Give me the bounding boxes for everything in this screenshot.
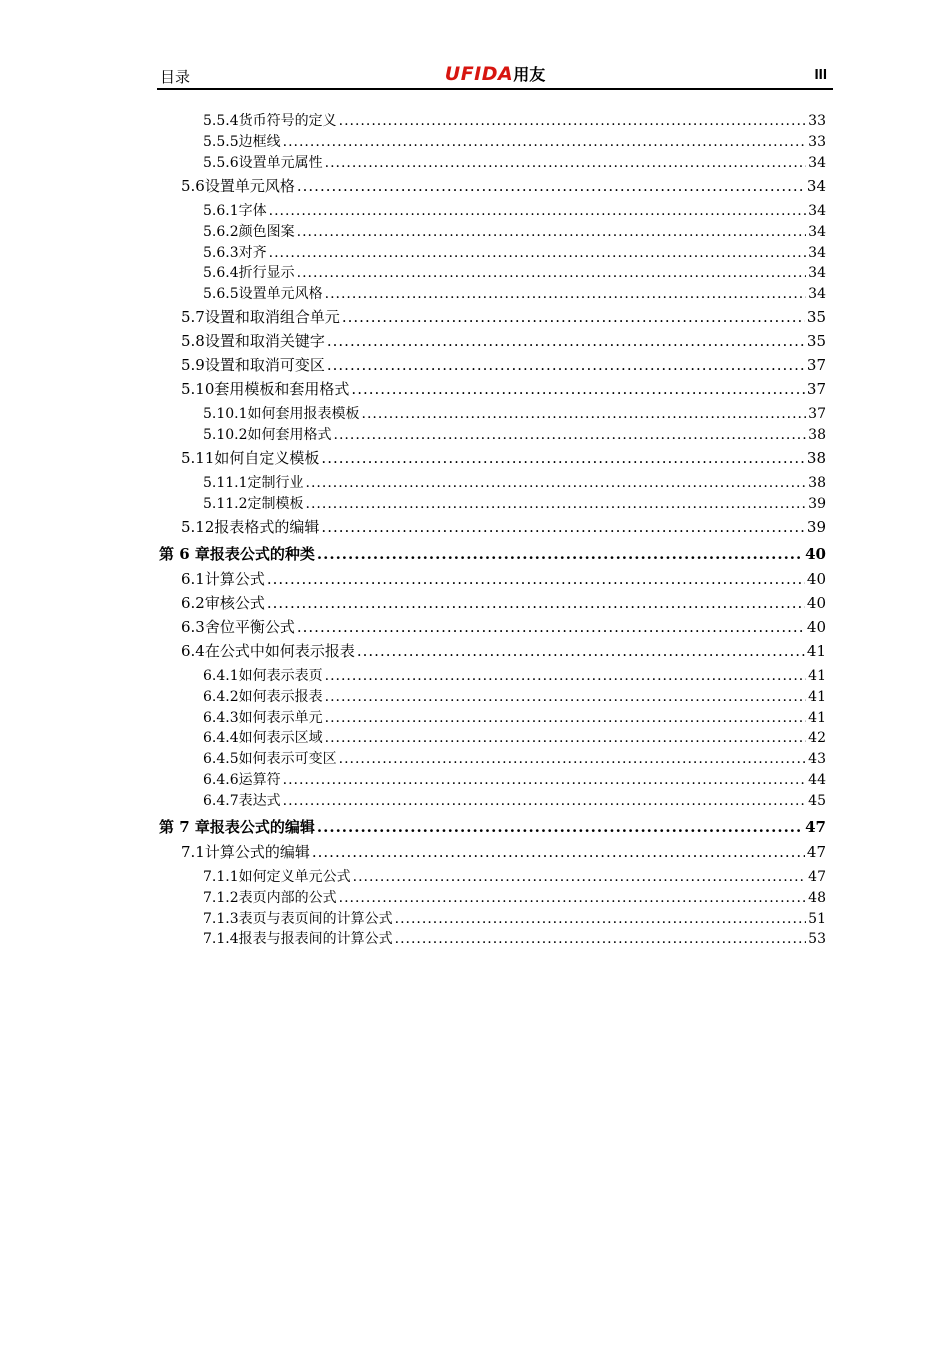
toc-entry[interactable] [203, 748, 826, 768]
toc-number: 5.6.5 [203, 286, 239, 302]
toc-number: 6.4.1 [203, 668, 239, 684]
toc-page: 44 [808, 772, 826, 788]
toc-number: 5.5.4 [203, 113, 239, 129]
toc-leader [297, 177, 805, 195]
toc-number: 5.11.1 [203, 475, 248, 491]
toc-entry[interactable] [181, 175, 826, 196]
toc-number: 5.11 [181, 449, 215, 467]
toc-entry[interactable] [203, 262, 826, 282]
toc-leader [269, 203, 807, 219]
toc-number: 6.2 [181, 594, 205, 612]
toc-title: 表达式 [238, 793, 281, 809]
toc-page: 35 [806, 308, 826, 326]
toc-number: 5.10.2 [203, 427, 248, 443]
toc-title: 定制行业 [247, 475, 304, 491]
toc-title: 设置单元风格 [238, 286, 323, 302]
toc-entry[interactable] [181, 354, 826, 375]
toc-title: 报表公式的种类 [209, 545, 315, 563]
toc-page: 37 [806, 356, 826, 374]
toc-page: 34 [808, 265, 826, 281]
toc-title: 舍位平衡公式 [204, 618, 295, 636]
toc-number: 5.6.2 [203, 224, 239, 240]
toc-entry[interactable] [181, 378, 826, 399]
toc-entry[interactable] [181, 841, 826, 862]
toc-page: 34 [808, 224, 826, 240]
toc-title: 设置和取消关键字 [204, 332, 325, 350]
toc-number: 5.6.1 [203, 203, 239, 219]
toc-number: 5.10 [181, 380, 215, 398]
toc-chapter-entry[interactable] [159, 816, 826, 837]
toc-number: 6.4.7 [203, 793, 239, 809]
toc-page: 33 [808, 113, 826, 129]
toc-number: 5.6 [181, 177, 205, 195]
toc-entry[interactable] [203, 152, 826, 172]
toc-leader [321, 518, 804, 536]
toc-leader [283, 793, 807, 809]
toc-entry[interactable] [203, 424, 826, 444]
toc-entry[interactable] [181, 516, 826, 537]
toc-page: 41 [806, 642, 826, 660]
toc-entry[interactable] [203, 472, 826, 492]
toc-leader [342, 308, 805, 326]
toc-entry[interactable] [203, 887, 826, 907]
toc-title: 颜色图案 [238, 224, 295, 240]
logo-chinese: 用友 [513, 65, 546, 84]
toc-title: 如何表示单元 [238, 710, 323, 726]
toc-entry[interactable] [181, 616, 826, 637]
toc-number: 5.12 [181, 518, 215, 536]
toc-entry[interactable] [203, 131, 826, 151]
toc-leader [339, 751, 807, 767]
toc-entry[interactable] [203, 221, 826, 241]
toc-leader [267, 570, 805, 588]
toc-title: 定制模板 [247, 496, 304, 512]
toc-page: 34 [808, 245, 826, 261]
toc-title: 表页内部的公式 [238, 890, 337, 906]
toc-entry[interactable] [181, 447, 826, 468]
toc-entry[interactable] [203, 707, 826, 727]
toc-page: 41 [808, 689, 826, 705]
toc-page: 37 [808, 406, 826, 422]
toc-number: 5.5.6 [203, 155, 239, 171]
toc-entry[interactable] [203, 908, 826, 928]
toc-page: 41 [808, 668, 826, 684]
toc-page: 38 [808, 427, 826, 443]
toc-entry[interactable] [203, 769, 826, 789]
toc-entry[interactable] [181, 568, 826, 589]
toc-page: 39 [808, 496, 826, 512]
toc-number: 6.4.6 [203, 772, 239, 788]
toc-number: 6.4.4 [203, 730, 239, 746]
toc-number: 6.4 [181, 642, 205, 660]
toc-number: 7.1.2 [203, 890, 239, 906]
toc-page: 48 [808, 890, 826, 906]
toc-entry[interactable] [203, 665, 826, 685]
toc-number: 5.9 [181, 356, 205, 374]
toc-page: 47 [808, 869, 826, 885]
toc-number: 5.7 [181, 308, 205, 326]
toc-page: 33 [808, 134, 826, 150]
toc-title: 如何表示报表 [238, 689, 323, 705]
toc-page: 53 [808, 931, 826, 947]
toc-number: 6.4.3 [203, 710, 239, 726]
toc-title: 在公式中如何表示报表 [204, 642, 355, 660]
toc-page: 38 [806, 449, 826, 467]
toc-number: 5.8 [181, 332, 205, 350]
toc-page: 40 [806, 618, 826, 636]
toc-leader [306, 496, 807, 512]
toc-leader [325, 668, 807, 684]
toc-page: 39 [806, 518, 826, 536]
toc-leader [327, 332, 805, 350]
toc-title: 如何表示表页 [238, 668, 323, 684]
toc-title: 边框线 [238, 134, 281, 150]
toc-chapter-entry[interactable] [159, 543, 826, 564]
toc-title: 审核公式 [204, 594, 265, 612]
toc-title: 货币符号的定义 [238, 113, 337, 129]
toc-title: 如何套用格式 [247, 427, 332, 443]
toc-leader [395, 931, 807, 947]
toc-number: 6.1 [181, 570, 205, 588]
toc-leader [339, 890, 807, 906]
toc-leader [357, 642, 805, 660]
toc-page: 34 [808, 155, 826, 171]
toc-entry[interactable] [203, 866, 826, 886]
toc-leader [325, 286, 807, 302]
toc-entry[interactable] [203, 686, 826, 706]
toc-page: 51 [808, 911, 826, 927]
toc-leader [317, 545, 803, 563]
toc-leader [317, 818, 803, 836]
toc-entry[interactable] [203, 727, 826, 747]
logo-wordmark: UFIDA [444, 63, 514, 85]
toc-entry[interactable] [181, 640, 826, 661]
toc-title: 设置单元风格 [204, 177, 295, 195]
toc-leader [283, 772, 807, 788]
toc-leader [283, 134, 807, 150]
toc-title: 设置和取消组合单元 [204, 308, 340, 326]
toc-leader [269, 245, 807, 261]
toc-title: 设置和取消可变区 [204, 356, 325, 374]
toc-title: 计算公式 [204, 570, 265, 588]
header-section-title: 目录 [160, 68, 191, 86]
toc-page: 43 [808, 751, 826, 767]
toc-leader [325, 689, 807, 705]
toc-number: 5.11.2 [203, 496, 248, 512]
toc-title: 套用模板和套用格式 [214, 380, 350, 398]
toc-leader [334, 427, 807, 443]
toc-entry[interactable] [203, 403, 826, 423]
toc-page: 42 [808, 730, 826, 746]
toc-leader [339, 113, 807, 129]
toc-entry[interactable] [203, 493, 826, 513]
toc-leader [325, 155, 807, 171]
toc-entry[interactable] [181, 330, 826, 351]
toc-entry[interactable] [203, 790, 826, 810]
toc-page: 47 [805, 818, 826, 836]
toc-entry[interactable] [203, 928, 826, 948]
toc-page: 34 [808, 286, 826, 302]
toc-title: 如何定义单元公式 [238, 869, 351, 885]
toc-title: 报表与报表间的计算公式 [238, 931, 393, 947]
toc-entry[interactable] [203, 110, 826, 130]
toc-title: 运算符 [238, 772, 281, 788]
toc-leader [351, 380, 804, 398]
toc-title: 计算公式的编辑 [204, 843, 310, 861]
toc-number: 5.6.4 [203, 265, 239, 281]
toc-title: 报表格式的编辑 [214, 518, 320, 536]
toc-entry[interactable] [181, 592, 826, 613]
toc-page: 34 [808, 203, 826, 219]
toc-leader [306, 475, 807, 491]
toc-number: 第 6 章 [159, 545, 210, 563]
toc-leader [395, 911, 807, 927]
toc-entry[interactable] [203, 200, 826, 220]
toc-number: 7.1.1 [203, 869, 239, 885]
toc-page: 34 [806, 177, 826, 195]
toc-title: 表页与表页间的计算公式 [238, 911, 393, 927]
toc-page: 40 [806, 570, 826, 588]
toc-leader [321, 449, 804, 467]
toc-number: 5.6.3 [203, 245, 239, 261]
toc-number: 第 7 章 [159, 818, 210, 836]
toc-leader [297, 618, 805, 636]
toc-leader [353, 869, 807, 885]
toc-number: 7.1.4 [203, 931, 239, 947]
toc-leader [312, 843, 805, 861]
toc-leader [325, 710, 807, 726]
toc-page: 38 [808, 475, 826, 491]
toc-entry[interactable] [203, 242, 826, 262]
toc-leader [362, 406, 807, 422]
header-page-number: III [814, 66, 827, 83]
toc-title: 如何套用报表模板 [247, 406, 360, 422]
toc-title: 如何表示区域 [238, 730, 323, 746]
toc-title: 对齐 [238, 245, 267, 261]
toc-title: 折行显示 [238, 265, 295, 281]
toc-number: 6.4.2 [203, 689, 239, 705]
toc-page: 40 [805, 545, 826, 563]
toc-number: 5.5.5 [203, 134, 239, 150]
toc-title: 报表公式的编辑 [209, 818, 315, 836]
toc-leader [297, 265, 807, 281]
toc-number: 5.10.1 [203, 406, 248, 422]
toc-number: 7.1.3 [203, 911, 239, 927]
toc-entry[interactable] [203, 283, 826, 303]
toc-title: 如何表示可变区 [238, 751, 337, 767]
toc-page: 45 [808, 793, 826, 809]
toc-leader [297, 224, 807, 240]
toc-entry[interactable] [181, 306, 826, 327]
toc-page: 35 [806, 332, 826, 350]
toc-title: 如何自定义模板 [214, 449, 320, 467]
toc-page: 47 [806, 843, 826, 861]
toc-number: 6.3 [181, 618, 205, 636]
toc-number: 7.1 [181, 843, 205, 861]
toc-leader [267, 594, 805, 612]
toc-number: 6.4.5 [203, 751, 239, 767]
toc-leader [327, 356, 805, 374]
toc-leader [325, 730, 807, 746]
toc-title: 字体 [238, 203, 267, 219]
toc-page: 37 [806, 380, 826, 398]
toc-title: 设置单元属性 [238, 155, 323, 171]
toc-page: 40 [806, 594, 826, 612]
toc-page: 41 [808, 710, 826, 726]
